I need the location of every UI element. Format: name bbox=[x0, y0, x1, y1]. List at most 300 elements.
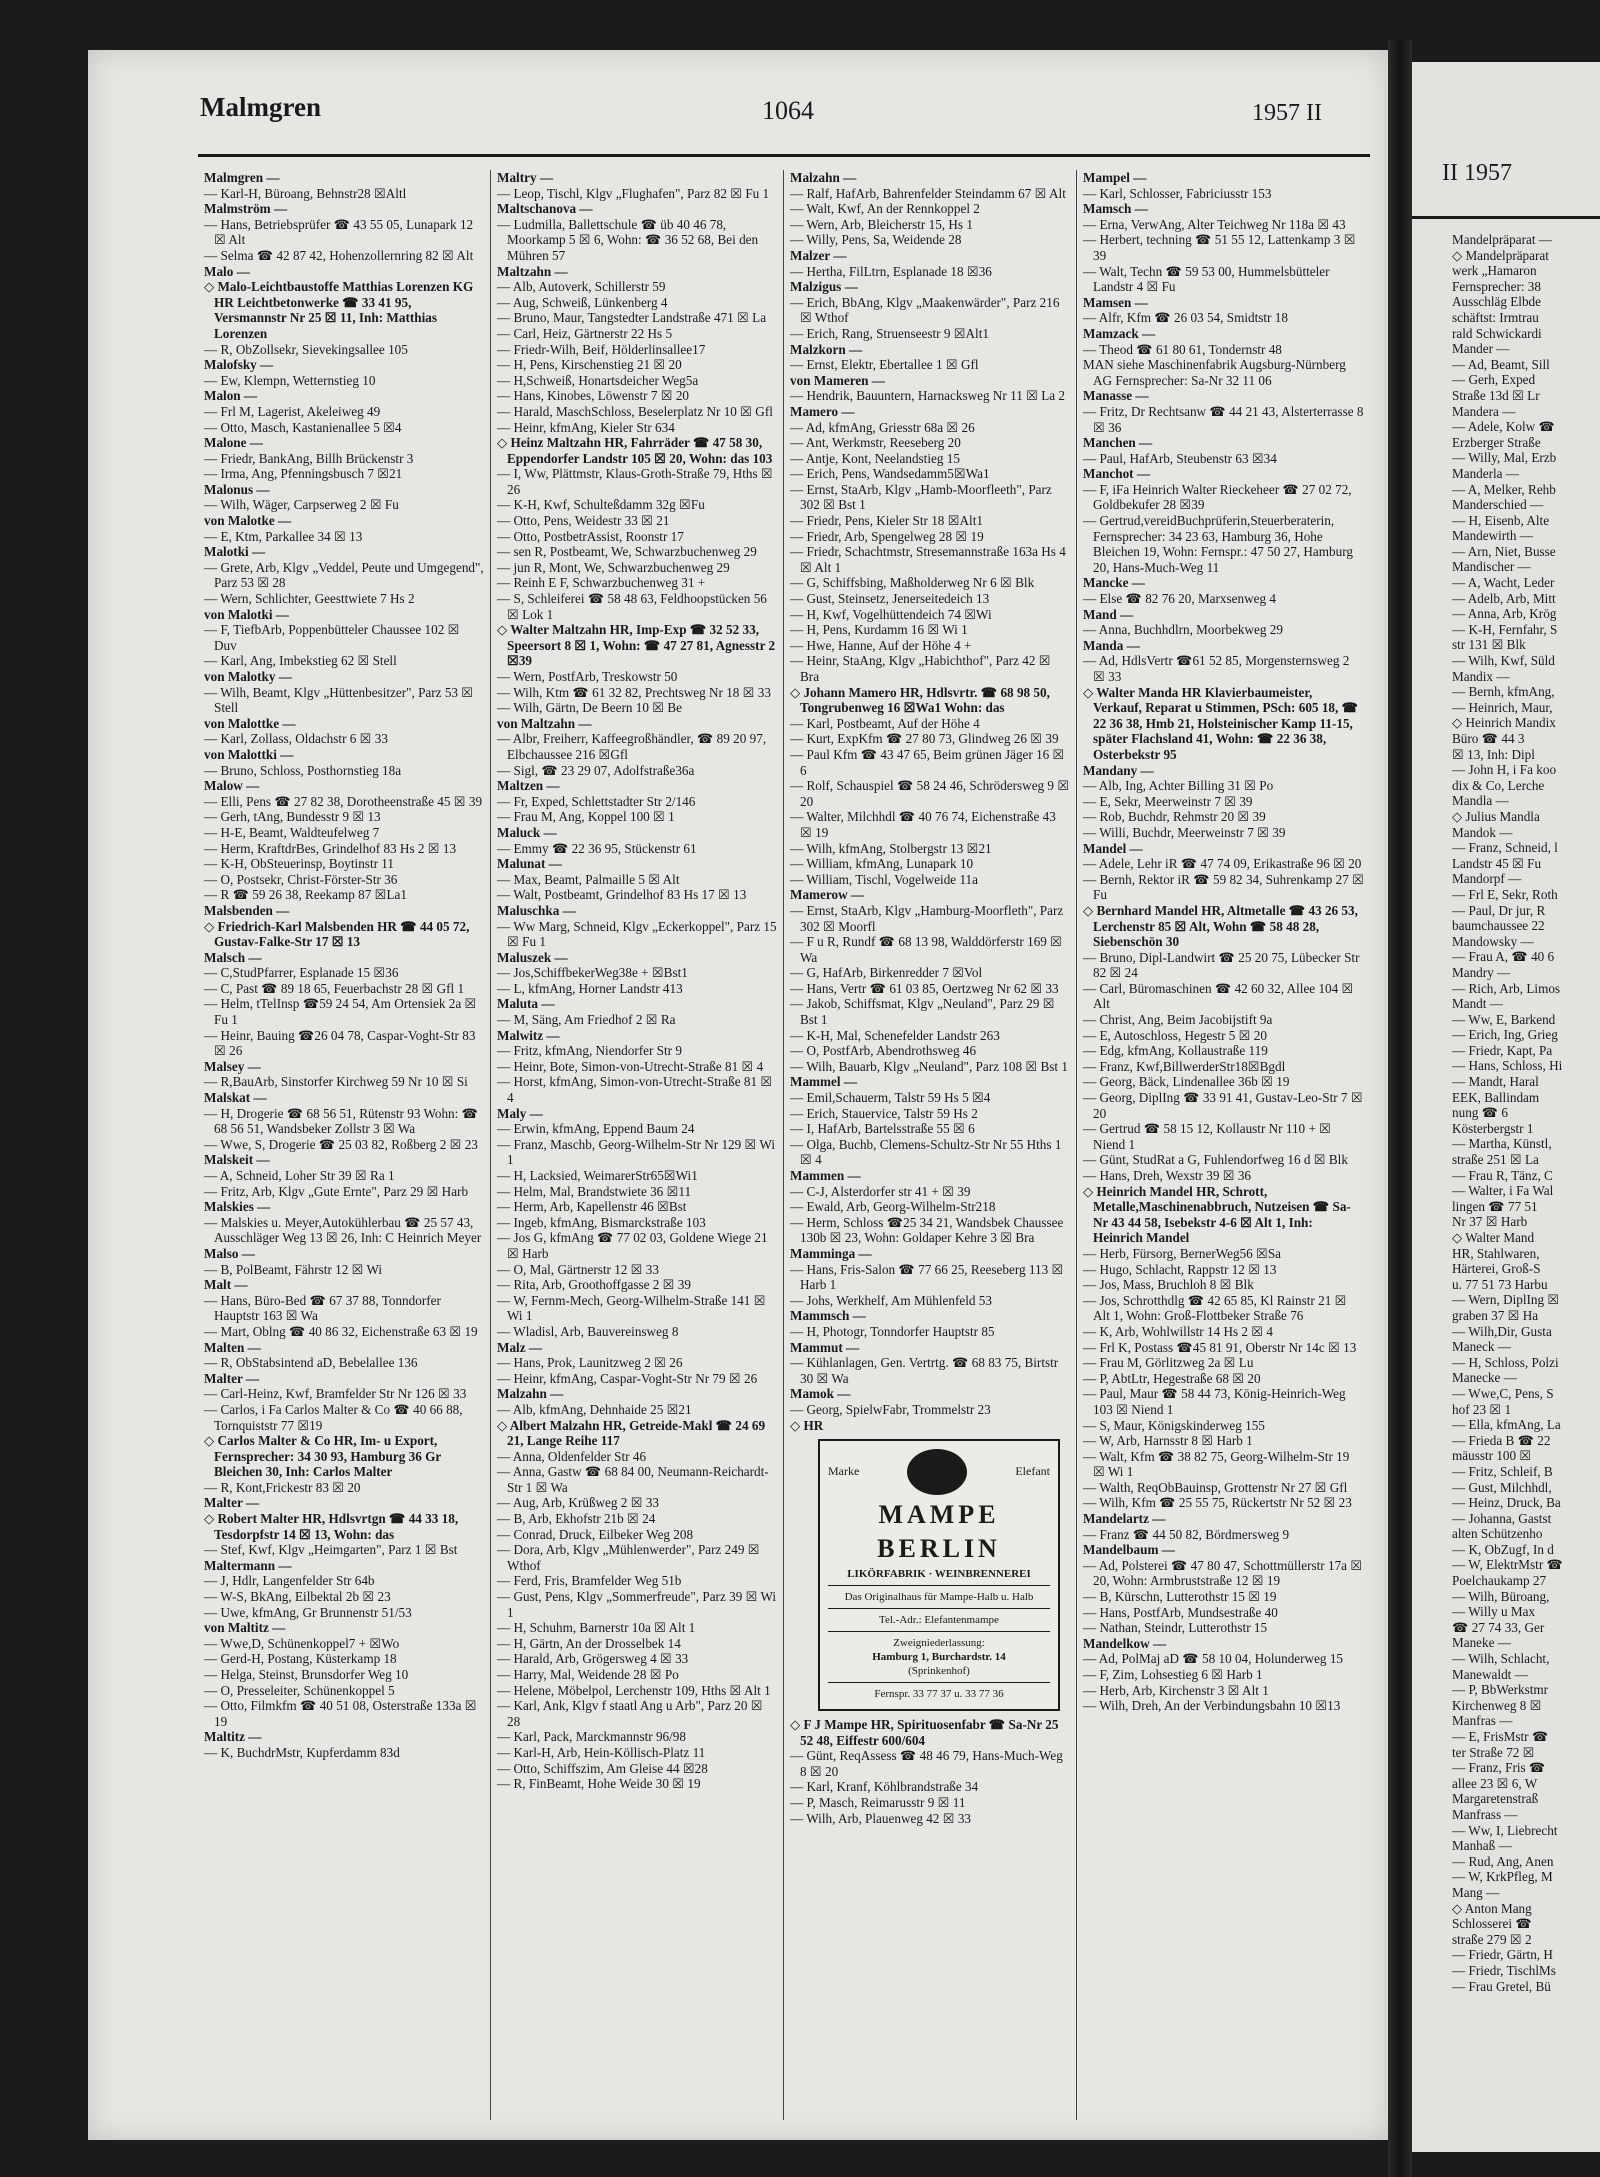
directory-entry: — J, Hdlr, Langenfelder Str 64b bbox=[204, 1573, 375, 1589]
facing-page-entry: — Johanna, Gastst bbox=[1452, 1510, 1552, 1526]
directory-entry: ◇ Robert Malter HR, Hdlsvrtgn ☎ 44 33 18, Tesdorpfstr 14 ☒ 13, Wohn: das bbox=[204, 1511, 459, 1542]
facing-page-entry: baumchaussee 22 bbox=[1452, 918, 1545, 934]
directory-entry: Maluschka — bbox=[497, 902, 576, 918]
directory-entry: — Stef, Kwf, Klgv „Heimgarten", Parz 1 ☒ Bst bbox=[204, 1542, 458, 1558]
directory-entry: — Mart, Oblng ☎ 40 86 32, Eichenstraße 63 ☒ 19 bbox=[204, 1323, 478, 1339]
directory-entry: — H, Photogr, Tonndorfer Hauptstr 85 bbox=[790, 1323, 995, 1339]
directory-entry: Malon — bbox=[204, 388, 258, 404]
directory-entry: Malzigus — bbox=[790, 279, 858, 295]
facing-page-entry: — Adelb, Arb, Mitt bbox=[1452, 590, 1556, 606]
directory-entry: — Gerd-H, Postang, Küsterkamp 18 bbox=[204, 1651, 397, 1667]
directory-entry: ◇ Walter Maltzahn HR, Imp-Exp ☎ 32 52 33, Speersort 8 ☒ 1, Wohn: ☎ 47 27 81, Agnesstr 2 ☒39 bbox=[497, 622, 776, 669]
directory-entry: Maly — bbox=[497, 1105, 543, 1121]
directory-entry: — Heinr, Bauing ☎26 04 78, Caspar-Voght-Str 83 ☒ 26 bbox=[204, 1027, 476, 1059]
directory-entry: — Karl-H, Arb, Hein-Köllisch-Platz 11 bbox=[497, 1744, 706, 1760]
directory-entry: von Maltzahn — bbox=[497, 715, 592, 731]
directory-entry: — Jos,SchiffbekerWeg38e + ☒Bst1 bbox=[497, 965, 688, 981]
directory-entry: — Herbert, techning ☎ 51 55 12, Lattenkamp 3 ☒ 39 bbox=[1083, 232, 1356, 263]
facing-page-entry: Erzberger Straße bbox=[1452, 434, 1541, 450]
facing-page-entry: — Friedr, Kapt, Pa bbox=[1452, 1042, 1553, 1058]
facing-page-entry: Manewaldt — bbox=[1452, 1666, 1528, 1682]
directory-entry: — Harald, Arb, Grögersweg 4 ☒ 33 bbox=[497, 1651, 689, 1667]
directory-entry: — Ernst, StaArb, Klgv „Hamburg-Moorfleth", Parz 302 ☒ Moorfl bbox=[790, 902, 1064, 934]
facing-page-entry: ◇ Heinrich Mandix bbox=[1452, 715, 1556, 731]
directory-entry: — Johs, Werkhelf, Am Mühlenfeld 53 bbox=[790, 1292, 992, 1308]
directory-entry: — Gust, Pens, Klgv „Sommerfreude", Parz 39 ☒ Wi 1 bbox=[497, 1589, 777, 1620]
directory-entry: — Uwe, kfmAng, Gr Brunnenstr 51/53 bbox=[204, 1604, 412, 1620]
directory-entry: Mammel — bbox=[790, 1074, 858, 1090]
directory-entry: — jun R, Mont, We, Schwarzbuchenweg 29 bbox=[497, 559, 730, 575]
facing-page-entry: — W, KrkPfleg, M bbox=[1452, 1869, 1553, 1885]
directory-entry: — Karl, Pack, Marckmannstr 96/98 bbox=[497, 1729, 686, 1745]
facing-page-entry: — Frau A, ☎ 40 6 bbox=[1452, 949, 1555, 965]
directory-entry: Mandelbaum — bbox=[1083, 1542, 1175, 1558]
ad-divider bbox=[828, 1608, 1050, 1609]
facing-page-entry: Mandowsky — bbox=[1452, 933, 1534, 949]
directory-entry: Mandelkow — bbox=[1083, 1635, 1167, 1651]
directory-entry: — Anna, Oldenfelder Str 46 bbox=[497, 1448, 647, 1464]
facing-page-entry: Härterei, Groß-S bbox=[1452, 1261, 1541, 1277]
ad-divider bbox=[828, 1585, 1050, 1586]
directory-entry: — Karl, Zollass, Oldachstr 6 ☒ 33 bbox=[204, 731, 388, 747]
directory-entry: von Malotki — bbox=[204, 606, 289, 622]
mampe-advertisement bbox=[818, 1439, 1060, 1711]
directory-entry: — H,Schweiß, Honartsdeicher Weg5a bbox=[497, 372, 699, 388]
directory-entry: — Max, Beamt, Palmaille 5 ☒ Alt bbox=[497, 871, 680, 887]
directory-entry: — Herm, Arb, Kapellenstr 46 ☒Bst bbox=[497, 1199, 687, 1215]
directory-entry: — Ad, PolMaj aD ☎ 58 10 04, Holunderweg 15 bbox=[1083, 1651, 1344, 1667]
directory-entry: — Emil,Schauerm, Talstr 59 Hs 5 ☒4 bbox=[790, 1090, 991, 1106]
directory-entry: von Maltitz — bbox=[204, 1620, 286, 1636]
facing-page-entry: Maneke — bbox=[1452, 1635, 1511, 1651]
directory-entry: — Friedr, Schachtmstr, Stresemannstraße 163a Hs 4 ☒ Alt 1 bbox=[790, 544, 1066, 575]
directory-entry: — K, BuchdrMstr, Kupferdamm 83d bbox=[204, 1744, 400, 1760]
directory-entry: — R,BauArb, Sinstorfer Kirchweg 59 Nr 10 ☒ Si bbox=[204, 1074, 468, 1090]
directory-entry: — Carlos, i Fa Carlos Malter & Co ☎ 40 66 88, Tornquiststr 77 ☒19 bbox=[204, 1401, 463, 1433]
directory-entry: — O, Mal, Gärtnerstr 12 ☒ 33 bbox=[497, 1261, 659, 1277]
directory-entry: — F, TiefbArb, Poppenbütteler Chaussee 102 ☒ Duv bbox=[204, 622, 460, 653]
directory-entry: — Reinh E F, Schwarzbuchenweg 31 + bbox=[497, 575, 706, 591]
facing-page-entry: — Friedr, TischlMs bbox=[1452, 1962, 1556, 1978]
directory-entry: — Hans, Kinobes, Löwenstr 7 ☒ 20 bbox=[497, 388, 690, 404]
directory-entry: Malotki — bbox=[204, 544, 266, 560]
directory-entry: — Aug, Arb, Krüßweg 2 ☒ 33 bbox=[497, 1495, 660, 1511]
directory-entry: — K, Arb, Wohlwillstr 14 Hs 2 ☒ 4 bbox=[1083, 1323, 1274, 1339]
facing-page-entry: Mandla — bbox=[1452, 793, 1509, 809]
directory-entry: — Hugo, Schlacht, Rappstr 12 ☒ 13 bbox=[1083, 1261, 1277, 1277]
facing-page-entry: ◇ Mandelpräparat bbox=[1452, 247, 1549, 263]
directory-entry: MAN siehe Maschinenfabrik Augsburg-Nürnberg AG Fernsprecher: Sa-Nr 32 11 06 bbox=[1083, 357, 1346, 388]
facing-page-entry: Mandera — bbox=[1452, 403, 1516, 419]
directory-entry: ◇ Johann Mamero HR, Hdlsvrtr. ☎ 68 98 50, Tongrubenweg 16 ☒Wa1 Wohn: das bbox=[790, 684, 1050, 716]
directory-entry: — Edg, kfmAng, Kollaustraße 119 bbox=[1083, 1043, 1268, 1059]
directory-entry: — Aug, Schweiß, Lünkenberg 4 bbox=[497, 294, 668, 310]
facing-page-entry: — Paul, Dr jur, R bbox=[1452, 902, 1546, 918]
directory-entry: — Ralf, HafArb, Bahrenfelder Steindamm 67 ☒ Alt bbox=[790, 185, 1066, 201]
directory-entry: — Frl K, Postass ☎45 81 91, Oberstr Nr 14c ☒ 13 bbox=[1083, 1339, 1357, 1355]
directory-entry: — Wern, PostfArb, Treskowstr 50 bbox=[497, 669, 678, 684]
facing-page-fragment bbox=[1412, 62, 1600, 2152]
page-header bbox=[112, 86, 1370, 126]
directory-entry: — Kurt, ExpKfm ☎ 27 80 73, Glindweg 26 ☒ 39 bbox=[790, 731, 1059, 747]
directory-entry: — Alb, kfmAng, Dehnhaide 25 ☒21 bbox=[497, 1401, 692, 1417]
directory-entry: — Herm, KraftdrBes, Grindelhof 83 Hs 2 ☒ 13 bbox=[204, 840, 457, 856]
directory-entry: Maltitz — bbox=[204, 1729, 262, 1745]
facing-page-entry: Mang — bbox=[1452, 1884, 1500, 1900]
directory-entry: Malskat — bbox=[204, 1090, 267, 1106]
directory-entry: Malskies — bbox=[204, 1199, 271, 1215]
directory-entry: Malzer — bbox=[790, 247, 847, 263]
directory-entry: — F, iFa Heinrich Walter Rieckeheer ☎ 27 02 72, Goldbekufer 28 ☒39 bbox=[1083, 481, 1352, 513]
directory-entry: — Otto, Schiffszim, Am Gleise 44 ☒28 bbox=[497, 1760, 708, 1776]
directory-entry: Malunat — bbox=[497, 856, 562, 872]
directory-entry: — Herb, Fürsorg, BernerWeg56 ☒Sa bbox=[1083, 1245, 1282, 1261]
directory-entry: — H, Schuhm, Barnerstr 10a ☒ Alt 1 bbox=[497, 1620, 696, 1636]
facing-page-entry: Büro ☎ 44 3 bbox=[1452, 731, 1525, 746]
directory-entry: Mamminga — bbox=[790, 1245, 872, 1261]
facing-page-entry: Mandry — bbox=[1452, 964, 1511, 980]
facing-page-entry: Mandix — bbox=[1452, 668, 1510, 684]
directory-entry: — Selma ☎ 42 87 42, Hohenzollernring 82 ☒ Alt bbox=[204, 247, 474, 263]
directory-entry: Mamsen — bbox=[1083, 294, 1148, 310]
directory-entry: — Hans, Prok, Launitzweg 2 ☒ 26 bbox=[497, 1355, 683, 1371]
facing-page-entry: mäusstr 100 ☒ bbox=[1452, 1448, 1532, 1464]
facing-page-entry: hof 23 ☒ 1 bbox=[1452, 1401, 1512, 1417]
directory-entry: — W, Fernm-Mech, Georg-Wilhelm-Straße 141 ☒ Wi 1 bbox=[497, 1292, 766, 1324]
directory-entry: Mamok — bbox=[790, 1386, 851, 1402]
facing-page-entry: — Gerh, Exped bbox=[1452, 372, 1536, 388]
directory-entry: — Frl M, Lagerist, Akeleiweg 49 bbox=[204, 403, 381, 419]
facing-page-entry: — Bernh, kfmAng, bbox=[1452, 684, 1555, 700]
facing-page-entry: Manfrass — bbox=[1452, 1806, 1518, 1822]
directory-entry: — Fritz, kfmAng, Niendorfer Str 9 bbox=[497, 1043, 682, 1059]
directory-entry: — Wladisl, Arb, Bauvereinsweg 8 bbox=[497, 1323, 679, 1339]
facing-page-entry: — Gust, Milchhdl, bbox=[1452, 1479, 1552, 1495]
directory-entry: — Olga, Buchb, Clemens-Schultz-Str Nr 55 Hths 1 ☒ 4 bbox=[790, 1136, 1062, 1168]
directory-entry: — Georg, Bäck, Lindenallee 36b ☒ 19 bbox=[1083, 1074, 1290, 1090]
directory-entry: von Malottki — bbox=[204, 746, 294, 762]
directory-columns bbox=[198, 170, 1370, 2120]
facing-page-column bbox=[1452, 232, 1600, 1994]
facing-page-entry: straße 251 ☒ La bbox=[1452, 1152, 1539, 1168]
directory-entry: Malten — bbox=[204, 1339, 261, 1355]
ad-brand-2: BERLIN bbox=[877, 1534, 1001, 1564]
directory-entry: — Albr, Freiherr, Kaffeegroßhändler, ☎ 89 20 97, Elbchaussee 216 ☒Gfl bbox=[497, 731, 767, 762]
column-1 bbox=[198, 170, 491, 2120]
directory-entry: — Friedr, Arb, Spengelweg 28 ☒ 19 bbox=[790, 528, 984, 544]
directory-entry: von Mameren — bbox=[790, 372, 885, 388]
directory-entry: — Karl, Postbeamt, Auf der Höhe 4 bbox=[790, 715, 980, 731]
directory-entry: Maluck — bbox=[497, 824, 557, 840]
directory-entry: ◇ Heinrich Mandel HR, Schrott, Metalle,Maschinenabbruch, Nutzeisen ☎ Sa-Nr 43 44 58, Isebekstr 4-6 ☒ Alt 1, Inh: Heinrich Mandel bbox=[1083, 1183, 1351, 1246]
directory-entry: — Erwin, kfmAng, Eppend Baum 24 bbox=[497, 1121, 695, 1137]
directory-entry: — Carl, Heiz, Gärtnerstr 22 Hs 5 bbox=[497, 325, 673, 341]
facing-page-entry: — A, Wacht, Leder bbox=[1452, 575, 1555, 591]
directory-entry: — Alb, Autoverk, Schillerstr 59 bbox=[497, 279, 666, 295]
header-rule bbox=[198, 154, 1370, 157]
directory-entry: — Erich, Stauervice, Talstr 59 Hs 2 bbox=[790, 1105, 978, 1121]
facing-page-entry: — Adele, Kolw ☎ bbox=[1452, 419, 1555, 435]
directory-entry: — Carl-Heinz, Kwf, Bramfelder Str Nr 126 ☒ 33 bbox=[204, 1386, 467, 1402]
directory-entry: — E, Autoschloss, Hegestr 5 ☒ 20 bbox=[1083, 1027, 1267, 1043]
facing-page-entry: — H, Schloss, Polzi bbox=[1452, 1354, 1559, 1370]
directory-entry: — C-J, Alsterdorfer str 41 + ☒ 39 bbox=[790, 1183, 971, 1199]
directory-entry: Malofsky — bbox=[204, 357, 274, 373]
directory-entry: Maltzahn — bbox=[497, 263, 568, 279]
directory-entry: Malskeit — bbox=[204, 1152, 270, 1168]
directory-entry: — Bruno, Schloss, Posthornstieg 18a bbox=[204, 762, 402, 778]
facing-page-entry: — Wilh, Büroang, bbox=[1452, 1588, 1550, 1604]
directory-entry: — Paul Kfm ☎ 43 47 65, Beim grünen Jäger 16 ☒ 6 bbox=[790, 746, 1065, 778]
facing-page-entry: — Rich, Arb, Limos bbox=[1452, 980, 1561, 996]
directory-entry: — G, Schiffsbing, Maßholderweg Nr 6 ☒ Blk bbox=[790, 575, 1035, 591]
directory-entry: Malo — bbox=[204, 263, 250, 279]
facing-page-entry: — Wilh, Schlacht, bbox=[1452, 1651, 1550, 1667]
directory-entry: — H, Drogerie ☎ 68 56 51, Rütenstr 93 Wohn: ☎ 68 56 51, Wandsbeker Zollstr 3 ☒ Wa bbox=[204, 1105, 479, 1137]
directory-entry: — Gust, Steinsetz, Jenerseitedeich 13 bbox=[790, 591, 990, 607]
facing-page-entry: str 131 ☒ Blk bbox=[1452, 637, 1526, 653]
facing-page-entry: — Rud, Ang, Anen bbox=[1452, 1853, 1554, 1869]
directory-entry: — R, Kont,Frickestr 83 ☒ 20 bbox=[204, 1479, 361, 1495]
directory-entry: — Otto, Pens, Weidestr 33 ☒ 21 bbox=[497, 513, 670, 529]
directory-entry: — Else ☎ 82 76 20, Marxsenweg 4 bbox=[1083, 591, 1276, 607]
directory-entry: — P, Masch, Reimarusstr 9 ☒ 11 bbox=[790, 1795, 966, 1811]
directory-entry: — Ew, Klempn, Wetternstieg 10 bbox=[204, 372, 376, 388]
facing-page-entry: EEK, Ballindam bbox=[1452, 1089, 1540, 1105]
directory-entry: — William, kfmAng, Lunapark 10 bbox=[790, 856, 974, 872]
directory-entry: Maltschanova — bbox=[497, 201, 593, 217]
facing-page-entry: — P, BbWerkstmr bbox=[1452, 1682, 1549, 1698]
directory-entry: ◇ Carlos Malter & Co HR, Im- u Export, Fernsprecher: 34 30 93, Hamburg 36 Gr Bleichen 30, Inh: Carlos Malter bbox=[204, 1433, 441, 1480]
directory-entry: — Jos, Mass, Bruchloh 8 ☒ Blk bbox=[1083, 1277, 1254, 1293]
facing-page-entry: — Wilh,Dir, Gusta bbox=[1452, 1323, 1552, 1339]
ad-brand-1: MAMPE bbox=[878, 1500, 1000, 1530]
facing-page-rule bbox=[1412, 216, 1600, 219]
directory-entry: Mandelartz — bbox=[1083, 1511, 1166, 1527]
directory-entry: Mamsch — bbox=[1083, 201, 1148, 217]
directory-entry: Mamero — bbox=[790, 403, 855, 419]
directory-entry: — Karl-H, Büroang, Behnstr28 ☒Altl bbox=[204, 185, 407, 201]
book-gutter bbox=[1388, 40, 1412, 2177]
directory-entry: — Wilh, Ktm ☎ 61 32 82, Prechtsweg Nr 18 ☒ 33 bbox=[497, 684, 771, 700]
ad-divider bbox=[828, 1631, 1050, 1632]
facing-page-entry: — K-H, Fernfahr, S bbox=[1452, 621, 1558, 637]
directory-entry: — Christ, Ang, Beim Jacobijstift 9a bbox=[1083, 1012, 1273, 1028]
directory-entry: — Conrad, Druck, Eilbeker Weg 208 bbox=[497, 1526, 694, 1542]
directory-entry: — Hwe, Hanne, Auf der Höhe 4 + bbox=[790, 637, 972, 653]
directory-entry: — A, Schneid, Loher Str 39 ☒ Ra 1 bbox=[204, 1168, 395, 1183]
facing-page-entry: Schlosserei ☎ bbox=[1452, 1916, 1532, 1932]
directory-entry: — Friedr-Wilh, Beif, Hölderlinsallee17 bbox=[497, 341, 706, 357]
facing-page-entry: — Mandt, Haral bbox=[1452, 1074, 1539, 1090]
directory-entry: — Karl, Schlosser, Fabriciusstr 153 bbox=[1083, 185, 1272, 201]
directory-entry: — Erich, BbAng, Klgv „Maakenwärder", Parz 216 ☒ Wthof bbox=[790, 294, 1060, 326]
directory-entry: — R ☎ 59 26 38, Reekamp 87 ☒La1 bbox=[204, 887, 407, 903]
facing-page-entry: — Heinz, Druck, Ba bbox=[1452, 1495, 1561, 1511]
directory-entry: — Wern, Arb, Bleicherstr 15, Hs 1 bbox=[790, 216, 973, 232]
directory-entry: — M, Säng, Am Friedhof 2 ☒ Ra bbox=[497, 1012, 676, 1028]
directory-entry: — Antje, Kont, Neelandstieg 15 bbox=[790, 450, 960, 466]
facing-page-entry: — Frl E, Sekr, Roth bbox=[1452, 886, 1558, 902]
directory-entry: — Walt, Postbeamt, Grindelhof 83 Hs 17 ☒ 13 bbox=[497, 887, 747, 903]
directory-entry: — Otto, Filmkfm ☎ 40 51 08, Osterstraße 133a ☒ 19 bbox=[204, 1698, 477, 1729]
facing-page-entry: lingen ☎ 77 51 bbox=[1452, 1198, 1538, 1214]
directory-entry: — H, Gärtn, An der Drosselbek 14 bbox=[497, 1635, 681, 1651]
directory-entry: — Günt, StudRat a G, Fuhlendorfweg 16 d ☒ Blk bbox=[1083, 1152, 1348, 1168]
column-2 bbox=[491, 170, 784, 2120]
directory-entry: — Hans, Betriebsprüfer ☎ 43 55 05, Lunapark 12 ☒ Alt bbox=[204, 216, 474, 248]
directory-entry: — W, Arb, Harnsstr 8 ☒ Harb 1 bbox=[1083, 1433, 1253, 1449]
directory-entry: — B, Kürschn, Lutterothstr 15 ☒ 19 bbox=[1083, 1589, 1277, 1605]
directory-entry: — Ewald, Arb, Georg-Wilhelm-Str218 bbox=[790, 1199, 996, 1215]
directory-entry: — Elli, Pens ☎ 27 82 38, Dorotheenstraße 45 ☒ 39 bbox=[204, 793, 483, 809]
facing-page-entry: — Wern, DiplIng ☒ bbox=[1452, 1292, 1560, 1308]
facing-page-entry: ◇ Anton Mang bbox=[1452, 1900, 1532, 1916]
directory-entry: — B, PolBeamt, Fährstr 12 ☒ Wi bbox=[204, 1261, 383, 1277]
facing-page-entry: Mandok — bbox=[1452, 824, 1513, 840]
directory-entry: — Helene, Möbelpol, Lerchenstr 109, Hths ☒ Alt 1 bbox=[497, 1682, 771, 1698]
facing-page-entry: HR, Stahlwaren, bbox=[1452, 1245, 1540, 1261]
directory-entry: — L, kfmAng, Horner Landstr 413 bbox=[497, 980, 683, 996]
facing-page-entry: allee 23 ☒ 6, W bbox=[1452, 1775, 1538, 1791]
directory-entry: — C, Past ☎ 89 18 65, Feuerbachstr 28 ☒ Gfl 1 bbox=[204, 980, 465, 996]
facing-page-entry: Kirchenweg 8 ☒ bbox=[1452, 1697, 1542, 1713]
facing-page-entry: schäftst: Irmtrau bbox=[1452, 309, 1539, 325]
directory-entry: ◇ Albert Malzahn HR, Getreide-Makl ☎ 24 69 21, Lange Reihe 117 bbox=[497, 1417, 766, 1449]
directory-entry: — Wilh, Arb, Plauenweg 42 ☒ 33 bbox=[790, 1810, 972, 1826]
facing-page-entry: — Heinrich, Maur, bbox=[1452, 699, 1553, 715]
directory-entry: — Sigl, ☎ 23 29 07, Adolfstraße36a bbox=[497, 762, 695, 778]
facing-page-entry: ☎ 27 74 33, Ger bbox=[1452, 1619, 1545, 1635]
directory-entry: — Wilh, kfmAng, Stolbergstr 13 ☒21 bbox=[790, 840, 992, 856]
facing-page-entry: — Ella, kfmAng, La bbox=[1452, 1417, 1561, 1433]
directory-entry: — Georg, SpielwFabr, Trommelstr 23 bbox=[790, 1401, 991, 1417]
facing-page-entry: Ausschläg Elbde bbox=[1452, 294, 1541, 310]
directory-entry: Malzkorn — bbox=[790, 341, 863, 357]
directory-entry: Mammen — bbox=[790, 1168, 861, 1183]
facing-page-entry: — Willy, Mal, Erzb bbox=[1452, 450, 1557, 466]
directory-entry: — Wilh, Wäger, Carpserweg 2 ☒ Fu bbox=[204, 497, 399, 513]
directory-entry: — Anna, Buchhdlrn, Moorbekweg 29 bbox=[1083, 622, 1283, 638]
directory-entry: — Jakob, Schiffsmat, Klgv „Neuland", Parz 29 ☒ Bst 1 bbox=[790, 996, 1055, 1028]
facing-page-entry: — John H, i Fa koo bbox=[1452, 762, 1557, 778]
directory-entry: — Ad, Polsterei ☎ 47 80 47, Schottmüllerstr 17a ☒ 20, Wohn: Armbruststraße 12 ☒ 19 bbox=[1083, 1557, 1363, 1589]
directory-entry: — Jos G, kfmAng ☎ 77 02 03, Goldene Wiege 21 ☒ Harb bbox=[497, 1230, 768, 1261]
facing-page-entry: rald Schwickardi bbox=[1452, 325, 1542, 341]
directory-entry: ◇ Walter Manda HR Klavierbaumeister, Verkauf, Reparat u Stimmen, PSch: 605 18, ☎ 22 36 38, Hmb 21, Holsteinischer Kamp 11-15, später Flachsland 41, Wohn: ☎ 22 36 38, Osterbekstr 95 bbox=[1083, 684, 1359, 762]
facing-page-entry: straße 279 ☒ 2 bbox=[1452, 1931, 1532, 1947]
directory-entry: — Walter, Milchhdl ☎ 40 76 74, Eichenstraße 43 ☒ 19 bbox=[790, 809, 1056, 840]
facing-page-entry: Mandewirth — bbox=[1452, 528, 1533, 544]
directory-entry: — Bernh, Rektor iR ☎ 59 82 34, Suhrenkamp 27 ☒ Fu bbox=[1083, 871, 1364, 903]
facing-page-entry: dix & Co, Lerche bbox=[1452, 777, 1545, 793]
directory-entry: — Nathan, Steindr, Lutterothstr 15 bbox=[1083, 1620, 1268, 1636]
ad-divider bbox=[828, 1682, 1050, 1683]
directory-entry: — Wilh, Dreh, An der Verbindungsbahn 10 ☒13 bbox=[1083, 1698, 1341, 1714]
facing-page-entry: — Frau R, Tänz, C bbox=[1452, 1167, 1553, 1183]
directory-entry: — O, PostfArb, Abendrothsweg 46 bbox=[790, 1043, 977, 1059]
directory-entry: — Gertrud ☎ 58 15 12, Kollaustr Nr 110 + ☒ Niend 1 bbox=[1083, 1121, 1331, 1152]
directory-entry: — Wilh, Beamt, Klgv „Hüttenbesitzer", Parz 53 ☒ Stell bbox=[204, 684, 474, 716]
directory-entry: — Alb, Ing, Achter Billing 31 ☒ Po bbox=[1083, 778, 1274, 794]
directory-entry: — Leop, Tischl, Klgv „Flughafen", Parz 82 ☒ Fu 1 bbox=[497, 185, 770, 201]
directory-entry: Malz — bbox=[497, 1339, 543, 1355]
directory-entry: — Gerh, tAng, Bundesstr 9 ☒ 13 bbox=[204, 809, 381, 825]
directory-entry: ◇ Bernhard Mandel HR, Altmetalle ☎ 43 26 53, Lerchenstr 85 ☒ Alt, Wohn ☎ 58 48 28, Siebenschön 30 bbox=[1083, 902, 1358, 950]
directory-entry: — Rob, Buchdr, Rehmstr 20 ☒ 39 bbox=[1083, 809, 1266, 825]
directory-entry: — Walt, Techn ☎ 59 53 00, Hummelsbütteler Landstr 4 ☒ Fu bbox=[1083, 263, 1330, 295]
directory-entry: — Franz, Kwf,BillwerderStr18☒Bgdl bbox=[1083, 1058, 1286, 1074]
directory-entry: — Herm, Schloss ☎25 34 21, Wandsbek Chaussee 130b ☒ 23, Wohn: Goldaper Kehre 3 ☒ Bra bbox=[790, 1214, 1064, 1246]
directory-entry: — Hans, Vertr ☎ 61 03 85, Oertzweg Nr 62 ☒ 33 bbox=[790, 980, 1059, 996]
ad-marke: Marke bbox=[828, 1464, 860, 1479]
facing-page-entry: — Ww, E, Barkend bbox=[1452, 1011, 1556, 1027]
directory-entry: — Anna, Gastw ☎ 68 84 00, Neumann-Reichardt-Str 1 ☒ Wa bbox=[497, 1464, 769, 1495]
directory-entry: — Rita, Arb, Groothoffgasse 2 ☒ 39 bbox=[497, 1277, 691, 1293]
facing-page-entry: Manderschied — bbox=[1452, 497, 1544, 513]
directory-entry: ◇ HR bbox=[790, 1417, 824, 1433]
directory-entry: — H, Pens, Kurdamm 16 ☒ Wi 1 bbox=[790, 622, 968, 638]
directory-entry: — Theod ☎ 61 80 61, Tondernstr 48 bbox=[1083, 341, 1282, 357]
facing-page-entry: — A, Melker, Rehb bbox=[1452, 481, 1556, 497]
directory-entry: Maltzen — bbox=[497, 778, 560, 794]
directory-entry: — B, Arb, Ekhofstr 21b ☒ 24 bbox=[497, 1511, 656, 1527]
facing-page-entry: — Franz, Schneid, l bbox=[1452, 840, 1558, 856]
directory-entry: Malzahn — bbox=[790, 170, 857, 185]
facing-page-entry: — Fritz, Schleif, B bbox=[1452, 1463, 1553, 1479]
directory-entry: Malter — bbox=[204, 1370, 260, 1386]
directory-entry: — Walth, ReqObBauinsp, Grottenstr Nr 27 ☒ Gfl bbox=[1083, 1479, 1348, 1495]
facing-page-entry: — Frieda B ☎ 22 bbox=[1452, 1432, 1551, 1448]
directory-entry: — P, AbtLtr, Hegestraße 68 ☒ 20 bbox=[1083, 1370, 1261, 1386]
directory-entry: Manchot — bbox=[1083, 466, 1151, 482]
header-keyword: Malmgren bbox=[200, 92, 321, 122]
directory-entry: — R, FinBeamt, Hohe Weide 30 ☒ 19 bbox=[497, 1776, 701, 1792]
directory-entry: Mancke — bbox=[1083, 575, 1145, 591]
facing-page-entry: — Erich, Ing, Grieg bbox=[1452, 1027, 1558, 1043]
directory-entry: — Bruno, Maur, Tangstedter Landstraße 471 ☒ La bbox=[497, 310, 767, 326]
directory-entry: — Ferd, Fris, Bramfelder Weg 51b bbox=[497, 1573, 682, 1589]
ad-line-4: Zweigniederlassung: bbox=[893, 1637, 985, 1650]
directory-entry: — Ludmilla, Ballettschule ☎ üb 40 46 78, Moorkamp 5 ☒ 6, Wohn: ☎ 36 52 68, Bei den Mühren 57 bbox=[497, 216, 759, 263]
ad-line-1: LIKÖRFABRIK · WEINBRENNEREI bbox=[847, 1568, 1031, 1581]
facing-page-entry: ◇ Julius Mandla bbox=[1452, 808, 1540, 824]
directory-entry: Mandany — bbox=[1083, 762, 1154, 778]
directory-entry: Manda — bbox=[1083, 637, 1140, 653]
directory-entry: — Heinr, kfmAng, Kieler Str 634 bbox=[497, 419, 675, 435]
facing-page-entry: — Walter, i Fa Wal bbox=[1452, 1183, 1554, 1199]
facing-page-entry: — Franz, Fris ☎ bbox=[1452, 1760, 1546, 1776]
facing-page-entry: — K, ObZugf, In d bbox=[1452, 1541, 1554, 1557]
directory-entry: Mamerow — bbox=[790, 887, 865, 903]
directory-entry: ◇ F J Mampe HR, Spirituosenfabr ☎ Sa-Nr 25 52 48, Eiffestr 600/604 bbox=[790, 1717, 1059, 1748]
directory-entry: — Hendrik, Bauuntern, Harnacksweg Nr 11 ☒ La 2 bbox=[790, 388, 1066, 404]
directory-entry: Malso — bbox=[204, 1245, 255, 1261]
directory-entry: — E, Sekr, Meerweinstr 7 ☒ 39 bbox=[1083, 793, 1253, 809]
facing-page-entry: Manderla — bbox=[1452, 465, 1520, 481]
directory-entry: Malmström — bbox=[204, 201, 288, 217]
directory-entry: — Ww Marg, Schneid, Klgv „Eckerkoppel", Parz 15 ☒ Fu 1 bbox=[497, 918, 777, 950]
directory-entry: Maltry — bbox=[497, 170, 554, 185]
directory-entry: Maluszek — bbox=[497, 949, 568, 965]
directory-entry: — R, ObStabsintend aD, Bebelallee 136 bbox=[204, 1355, 418, 1371]
directory-entry: — Wwe,D, Schünenkoppel7 + ☒Wo bbox=[204, 1635, 400, 1651]
ad-elefant: Elefant bbox=[1015, 1464, 1050, 1479]
directory-entry: — R, ObZollsekr, Sievekingsallee 105 bbox=[204, 341, 408, 357]
directory-entry: Malzahn — bbox=[497, 1386, 564, 1402]
directory-entry: — Franz, Maschb, Georg-Wilhelm-Str Nr 129 ☒ Wi 1 bbox=[497, 1136, 776, 1168]
directory-entry: Malmgren — bbox=[204, 170, 280, 185]
